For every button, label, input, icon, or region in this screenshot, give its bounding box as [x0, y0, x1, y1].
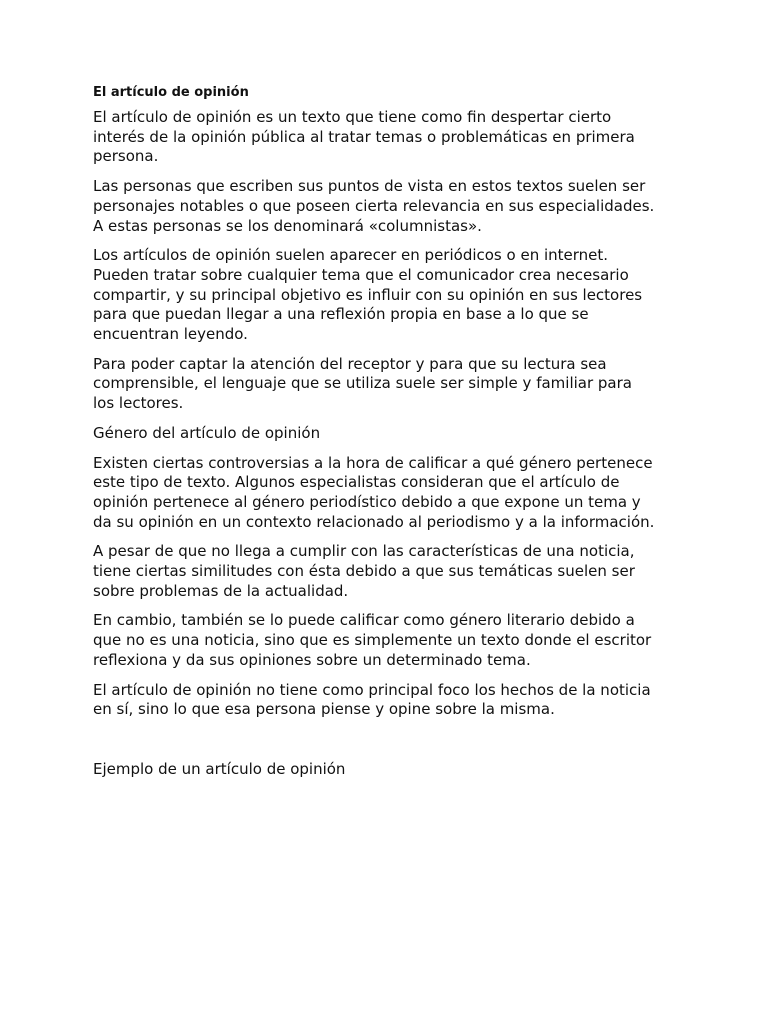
document-title: El artículo de opinión [93, 85, 249, 100]
paragraph-line: que no es una noticia, sino que es simplemente un texto donde el escritor [93, 631, 652, 650]
paragraph-line: A pesar de que no llega a cumplir con las características de una noticia, [93, 542, 635, 561]
paragraph-line: tiene ciertas similitudes con ésta debido a que sus temáticas suelen ser [93, 562, 635, 581]
paragraph-line: persona. [93, 147, 159, 166]
document-body [93, 84, 683, 790]
paragraph-line: da su opinión en un contexto relacionado al periodismo y a la información. [93, 512, 655, 531]
paragraph-similarities [93, 542, 683, 601]
paragraph-literary [93, 611, 683, 670]
paragraph-line: comprensible, el lenguaje que se utiliza suele ser simple y familiar para [93, 374, 632, 393]
paragraph-focus [93, 681, 683, 720]
paragraph-line: compartir, y su principal objetivo es influir con su opinión en sus lectores [93, 285, 643, 304]
paragraph-language [93, 355, 683, 414]
paragraph-definition [93, 108, 683, 167]
section-heading-example: Ejemplo de un artículo de opinión [93, 759, 346, 778]
paragraph-line: interés de la opinión pública al tratar temas o problemáticas en primera [93, 127, 635, 146]
blank-line [93, 730, 683, 760]
paragraph-line: El artículo de opinión no tiene como principal foco los hechos de la noticia [93, 680, 651, 699]
paragraph-publication [93, 246, 683, 345]
paragraph-line: en sí, sino lo que esa persona piense y opine sobre la misma. [93, 700, 555, 719]
paragraph-line: En cambio, también se lo puede calificar como género literario debido a [93, 611, 635, 630]
paragraph-line: Pueden tratar sobre cualquier tema que el comunicador crea necesario [93, 265, 629, 284]
paragraph-line: los lectores. [93, 394, 184, 413]
paragraph-line: sobre problemas de la actualidad. [93, 581, 349, 600]
paragraph-line: Para poder captar la atención del receptor y para que su lectura sea [93, 354, 607, 373]
section-heading-genre: Género del artículo de opinión [93, 423, 321, 442]
paragraph-line: reflexiona y da sus opiniones sobre un determinado tema. [93, 650, 531, 669]
paragraph-controversy [93, 454, 683, 533]
paragraph-line: Las personas que escriben sus puntos de vista en estos textos suelen ser [93, 177, 646, 196]
paragraph-line: El artículo de opinión es un texto que tiene como fin despertar cierto [93, 108, 612, 126]
paragraph-line: para que puedan llegar a una reflexión propia en base a lo que se [93, 305, 589, 324]
paragraph-line: opinión pertenece al género periodístico debido a que expone un tema y [93, 492, 641, 511]
paragraph-authors [93, 177, 683, 236]
paragraph-line: A estas personas se los denominará «columnistas». [93, 216, 482, 235]
paragraph-line: este tipo de texto. Algunos especialistas consideran que el artículo de [93, 473, 620, 492]
paragraph-line: personajes notables o que poseen cierta relevancia en sus especialidades. [93, 196, 655, 215]
paragraph-line: encuentran leyendo. [93, 325, 248, 344]
paragraph-line: Los artículos de opinión suelen aparecer en periódicos o en internet. [93, 246, 609, 265]
paragraph-line: Existen ciertas controversias a la hora de calificar a qué género pertenece [93, 453, 653, 472]
